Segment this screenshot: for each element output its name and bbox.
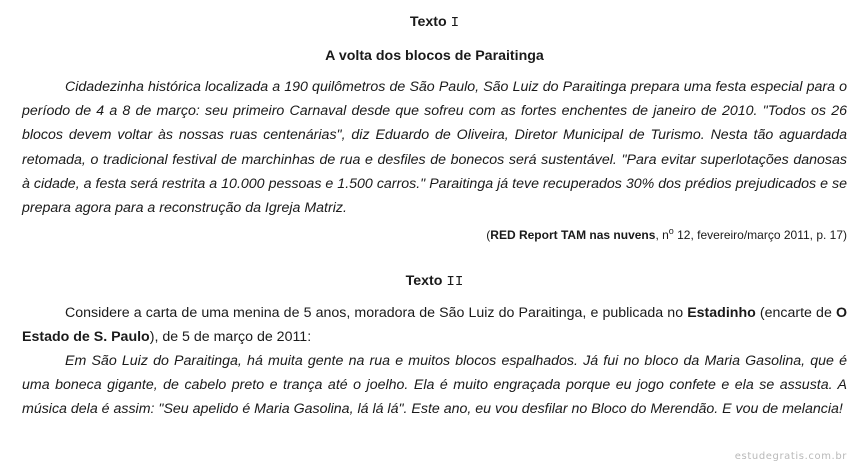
intro-bold-estadinho: Estadinho xyxy=(687,305,756,321)
intro-bold-estado: O Estado de S. Paulo xyxy=(22,305,847,346)
source-number-superscript: o xyxy=(668,226,674,236)
source-details: 12, fevereiro/março 2011, p. 17) xyxy=(673,228,847,242)
intro-text-1: Considere a carta de uma menina de 5 anos, moradora de São Luiz do Paraitinga, e publicada no xyxy=(65,305,688,321)
texto-2-numeral: II xyxy=(446,274,464,290)
texto-1-numeral: I xyxy=(450,15,460,31)
texto-2-heading xyxy=(22,273,847,290)
texto-2-letter: Em São Luiz do Paraitinga, há muita gente na rua e muitos blocos espalhados. Já fui no bloco da Maria Gasolina, que é uma boneca gigante, de cabelo preto e trança até o joelho. Ela é muito engraçada porque eu jogo confete e ela se assusta. A música dela é assim: "Seu apelido é Maria Gasolina, lá lá lá". Este ano, eu vou desfilar no Bloco do Merendão. E vou de melancia! xyxy=(22,353,847,418)
source-open: ( xyxy=(486,228,491,242)
source-publication: RED Report TAM nas nuvens xyxy=(490,228,656,242)
texto-2-intro xyxy=(22,301,847,349)
watermark: estudegratis.com.br xyxy=(734,451,847,462)
texto-1-heading xyxy=(22,14,847,31)
intro-text-2: (encarte de xyxy=(755,305,836,321)
texto-1-body: Cidadezinha histórica localizada a 190 quilômetros de São Paulo, São Luiz do Paraitinga prepara uma festa especial para o período de 4 a 8 de março: seu primeiro Carnaval desde que sofreu com as fortes enchentes de janeiro de 2010. "Todos os 26 blocos devem voltar às nossas ruas centenárias", diz Eduardo de Oliveira, Diretor Municipal de Turismo. Nesta tão aguardada retomada, o tradicional festival de marchinhas de rua e desfiles de bonecos será sustentável. "Para evitar superlotações danosas à cidade, a festa será restrita a 10.000 pessoas e 1.500 carros." Paraitinga já teve recuperados 30% dos prédios prejudicados e se prepara agora para a reconstrução da Igreja Matriz. xyxy=(22,79,847,217)
intro-text-3: ), de 5 de março de 2011: xyxy=(149,329,312,346)
source-number-prefix: , n xyxy=(655,228,669,242)
texto-1-label: Texto xyxy=(409,14,447,30)
texto-2-label: Texto xyxy=(405,273,443,289)
texto-1-source xyxy=(486,228,847,242)
texto-1-title: A volta dos blocos de Paraitinga xyxy=(325,48,544,64)
